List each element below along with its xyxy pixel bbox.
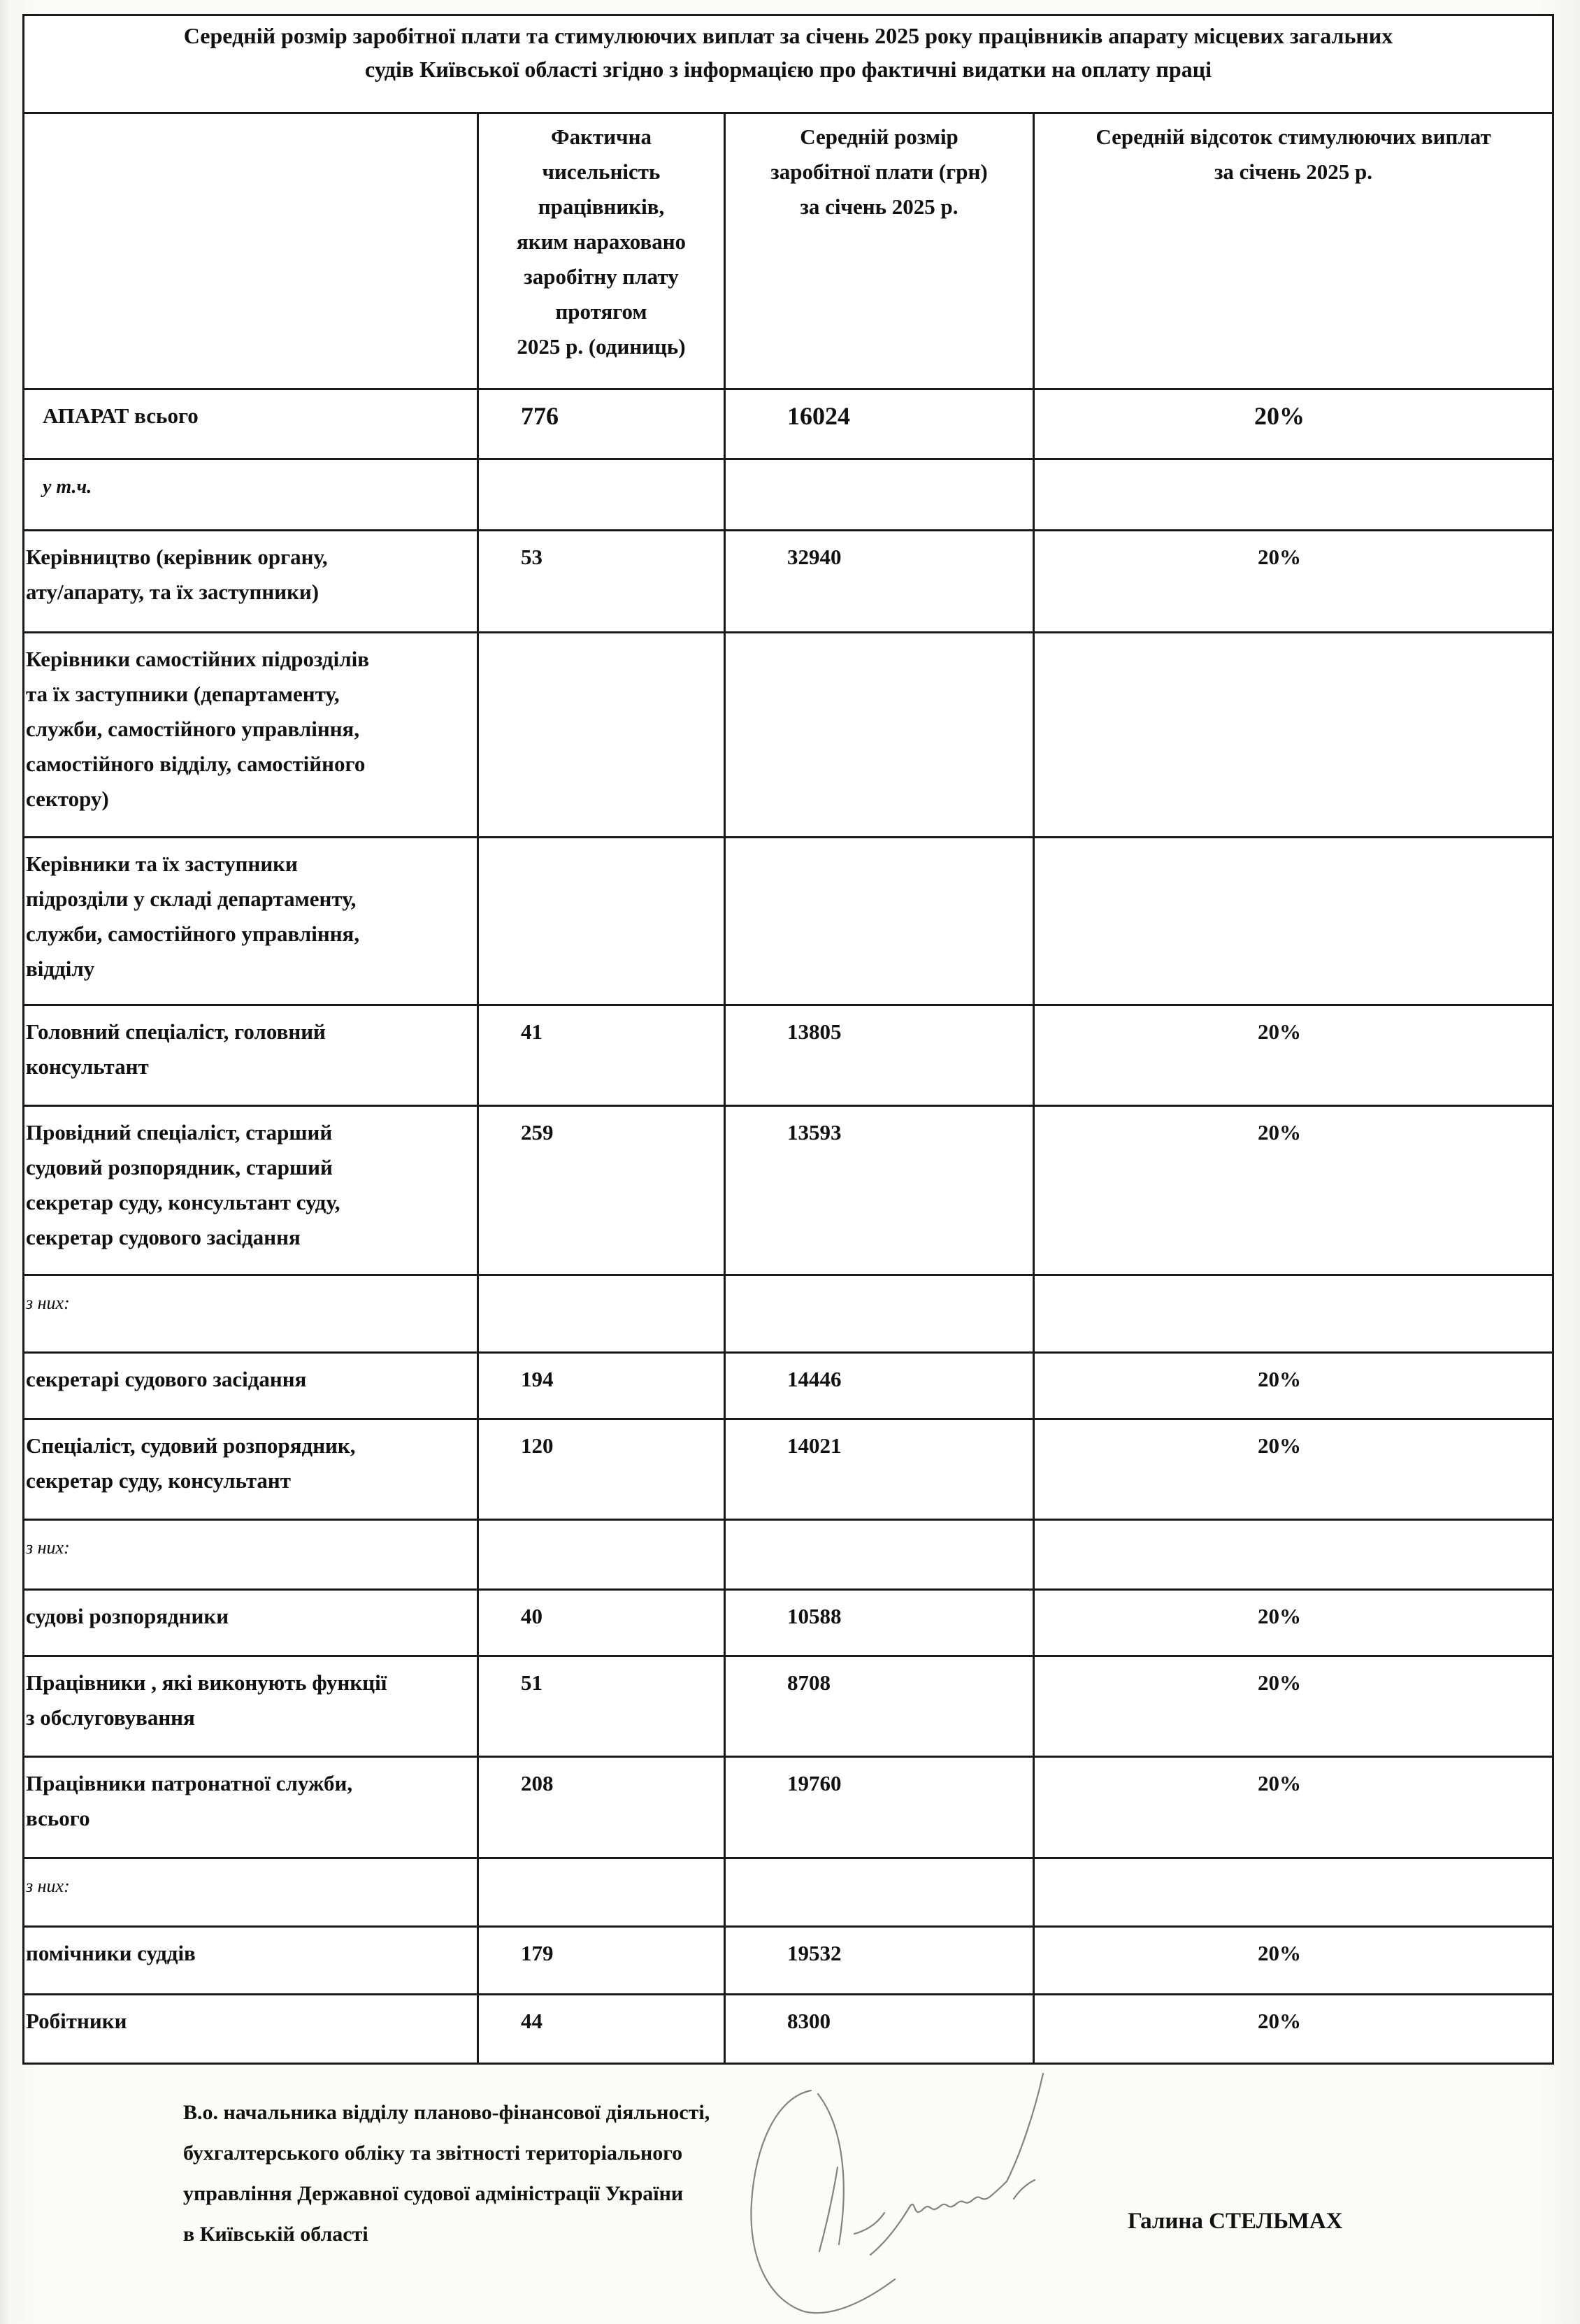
header-headcount-line: працівників, bbox=[538, 194, 665, 219]
signatory-position-line: в Київській області bbox=[183, 2223, 368, 2246]
row-headcount: 41 bbox=[478, 1005, 725, 1106]
row-salary: 19532 bbox=[725, 1927, 1034, 1995]
row-salary: 14021 bbox=[725, 1419, 1034, 1520]
row-headcount: 194 bbox=[478, 1353, 725, 1419]
row-label bbox=[24, 1005, 478, 1106]
row-label-line: секретар судового засідання bbox=[26, 1225, 301, 1249]
row-bonus-percent: 20% bbox=[1034, 389, 1553, 459]
row-label-text: у т.ч. bbox=[43, 476, 92, 498]
header-headcount-line: 2025 р. (одиниць) bbox=[517, 334, 686, 359]
table-row bbox=[24, 1520, 1553, 1590]
row-label-line: Працівники , які виконують функції bbox=[26, 1670, 387, 1695]
row-label bbox=[24, 1757, 478, 1858]
row-label-line: секретар суду, консультант суду, bbox=[26, 1190, 340, 1214]
row-bonus-percent: 20% bbox=[1034, 1757, 1553, 1858]
handwritten-signature-icon bbox=[727, 2070, 1230, 2324]
row-salary: 19760 bbox=[725, 1757, 1034, 1858]
row-salary: 14446 bbox=[725, 1353, 1034, 1419]
header-headcount-line: яким нараховано bbox=[516, 229, 687, 254]
row-salary bbox=[725, 1520, 1034, 1590]
row-label-line: підрозділи у складі департаменту, bbox=[26, 887, 357, 911]
table-row bbox=[24, 1005, 1553, 1106]
header-salary-line: Середній розмір bbox=[800, 124, 958, 149]
header-headcount bbox=[478, 113, 725, 389]
row-label bbox=[24, 1275, 478, 1353]
row-bonus-percent: 20% bbox=[1034, 1927, 1553, 1995]
table-row bbox=[24, 1858, 1553, 1927]
row-label-line: судовий розпорядник, старший bbox=[26, 1155, 333, 1179]
row-headcount: 53 bbox=[478, 531, 725, 633]
header-salary-line: за січень 2025 р. bbox=[800, 194, 958, 219]
row-label-line: всього bbox=[26, 1806, 90, 1830]
row-label-line: Провідний спеціаліст, старший bbox=[26, 1120, 333, 1145]
row-label bbox=[24, 633, 478, 838]
row-bonus-percent bbox=[1034, 1520, 1553, 1590]
row-label bbox=[24, 1106, 478, 1275]
table-row bbox=[24, 531, 1553, 633]
table-row bbox=[24, 1590, 1553, 1656]
row-bonus-percent: 20% bbox=[1034, 1106, 1553, 1275]
row-label-text: з них: bbox=[26, 1876, 70, 1896]
header-category bbox=[24, 113, 478, 389]
row-bonus-percent bbox=[1034, 459, 1553, 531]
row-label-line: Керівники та їх заступники bbox=[26, 852, 298, 876]
row-salary: 32940 bbox=[725, 531, 1034, 633]
row-bonus-percent bbox=[1034, 1858, 1553, 1927]
row-headcount: 120 bbox=[478, 1419, 725, 1520]
row-salary bbox=[725, 1858, 1034, 1927]
row-headcount bbox=[478, 1275, 725, 1353]
row-label: помічники суддів bbox=[24, 1927, 478, 1995]
header-headcount-line: Фактична bbox=[551, 124, 652, 149]
table-row bbox=[24, 389, 1553, 459]
row-label-line: сектору) bbox=[26, 787, 109, 811]
row-headcount: 776 bbox=[478, 389, 725, 459]
row-salary: 10588 bbox=[725, 1590, 1034, 1656]
table-row bbox=[24, 1656, 1553, 1757]
row-headcount: 51 bbox=[478, 1656, 725, 1757]
row-label-line: ату/апарату, та їх заступники) bbox=[26, 580, 319, 604]
row-label-text: з них: bbox=[26, 1293, 70, 1313]
row-label-line: Керівництво (керівник органу, bbox=[26, 545, 328, 569]
row-bonus-percent bbox=[1034, 1275, 1553, 1353]
row-label bbox=[24, 1520, 478, 1590]
signatory-name: Галина СТЕЛЬМАХ bbox=[1128, 2209, 1343, 2234]
header-headcount-line: заробітну плату bbox=[524, 264, 679, 289]
row-label-line: Працівники патронатної служби, bbox=[26, 1771, 353, 1795]
row-bonus-percent: 20% bbox=[1034, 1005, 1553, 1106]
table-row bbox=[24, 1275, 1553, 1353]
row-label bbox=[24, 1858, 478, 1927]
row-bonus-percent: 20% bbox=[1034, 1995, 1553, 2064]
row-label bbox=[24, 838, 478, 1005]
row-salary: 13593 bbox=[725, 1106, 1034, 1275]
row-salary: 16024 bbox=[725, 389, 1034, 459]
row-bonus-percent bbox=[1034, 633, 1553, 838]
table-row bbox=[24, 838, 1553, 1005]
salary-report-table bbox=[22, 14, 1554, 2065]
row-salary bbox=[725, 459, 1034, 531]
row-label-line: та їх заступники (департаменту, bbox=[26, 682, 340, 706]
row-label-line: відділу bbox=[26, 956, 95, 981]
table-row bbox=[24, 1353, 1553, 1419]
table-row bbox=[24, 1757, 1553, 1858]
row-headcount: 44 bbox=[478, 1995, 725, 2064]
signatory-position bbox=[183, 2093, 710, 2255]
row-label bbox=[24, 1656, 478, 1757]
signatory-position-line: В.о. начальника відділу планово-фінансової діяльності, bbox=[183, 2101, 710, 2124]
row-salary: 13805 bbox=[725, 1005, 1034, 1106]
row-label: секретарі судового засідання bbox=[24, 1353, 478, 1419]
header-salary-line: заробітної плати (грн) bbox=[770, 159, 988, 184]
row-label-line: Головний спеціаліст, головний bbox=[26, 1019, 326, 1044]
row-headcount bbox=[478, 1520, 725, 1590]
row-bonus-percent: 20% bbox=[1034, 1419, 1553, 1520]
table-row bbox=[24, 1106, 1553, 1275]
row-label-line: консультант bbox=[26, 1054, 149, 1079]
header-bonus-line: Середній відсоток стимулюючих виплат bbox=[1096, 124, 1491, 149]
report-title bbox=[24, 15, 1553, 113]
header-headcount-line: чисельність bbox=[542, 159, 661, 184]
row-label: АПАРАТ всього bbox=[24, 389, 478, 459]
row-label: судові розпорядники bbox=[24, 1590, 478, 1656]
row-salary: 8300 bbox=[725, 1995, 1034, 2064]
report-title-line-1: Середній розмір заробітної плати та стимулюючих виплат за січень 2025 року працівників апарату місцевих загальних bbox=[183, 23, 1393, 48]
row-headcount bbox=[478, 838, 725, 1005]
header-headcount-line: протягом bbox=[555, 299, 647, 324]
row-label-line: самостійного відділу, самостійного bbox=[26, 752, 366, 776]
signatory-position-line: бухгалтерського обліку та звітності територіального bbox=[183, 2142, 683, 2165]
header-average-salary bbox=[725, 113, 1034, 389]
row-label-text: з них: bbox=[26, 1537, 70, 1558]
row-salary: 8708 bbox=[725, 1656, 1034, 1757]
row-label bbox=[24, 1419, 478, 1520]
row-headcount: 208 bbox=[478, 1757, 725, 1858]
row-salary bbox=[725, 838, 1034, 1005]
row-salary bbox=[725, 1275, 1034, 1353]
row-label: Робітники bbox=[24, 1995, 478, 2064]
row-headcount: 259 bbox=[478, 1106, 725, 1275]
row-bonus-percent: 20% bbox=[1034, 1590, 1553, 1656]
table-row bbox=[24, 1995, 1553, 2064]
row-label-line: з обслуговування bbox=[26, 1705, 195, 1730]
row-headcount bbox=[478, 633, 725, 838]
row-label-line: Керівники самостійних підрозділів bbox=[26, 647, 369, 671]
signatory-position-line: управління Державної судової адміністрації України bbox=[183, 2182, 684, 2205]
row-headcount bbox=[478, 459, 725, 531]
row-headcount: 179 bbox=[478, 1927, 725, 1995]
row-label-line: Спеціаліст, судовий розпорядник, bbox=[26, 1433, 356, 1458]
row-headcount: 40 bbox=[478, 1590, 725, 1656]
row-bonus-percent: 20% bbox=[1034, 1656, 1553, 1757]
row-bonus-percent: 20% bbox=[1034, 1353, 1553, 1419]
table-row bbox=[24, 1927, 1553, 1995]
title-row bbox=[24, 15, 1553, 113]
row-bonus-percent bbox=[1034, 838, 1553, 1005]
table-row bbox=[24, 459, 1553, 531]
header-bonus-line: за січень 2025 р. bbox=[1214, 159, 1373, 184]
report-title-line-2: судів Київської області згідно з інформацією про фактичні видатки на оплату праці bbox=[365, 57, 1212, 82]
row-label-line: служби, самостійного управління, bbox=[26, 921, 360, 946]
row-label-line: секретар суду, консультант bbox=[26, 1468, 292, 1493]
table-row bbox=[24, 633, 1553, 838]
row-salary bbox=[725, 633, 1034, 838]
header-bonus-percent bbox=[1034, 113, 1553, 389]
row-label-line: служби, самостійного управління, bbox=[26, 717, 360, 741]
table-row bbox=[24, 1419, 1553, 1520]
header-row bbox=[24, 113, 1553, 389]
row-headcount bbox=[478, 1858, 725, 1927]
row-bonus-percent: 20% bbox=[1034, 531, 1553, 633]
row-label bbox=[24, 531, 478, 633]
row-label bbox=[24, 459, 478, 531]
